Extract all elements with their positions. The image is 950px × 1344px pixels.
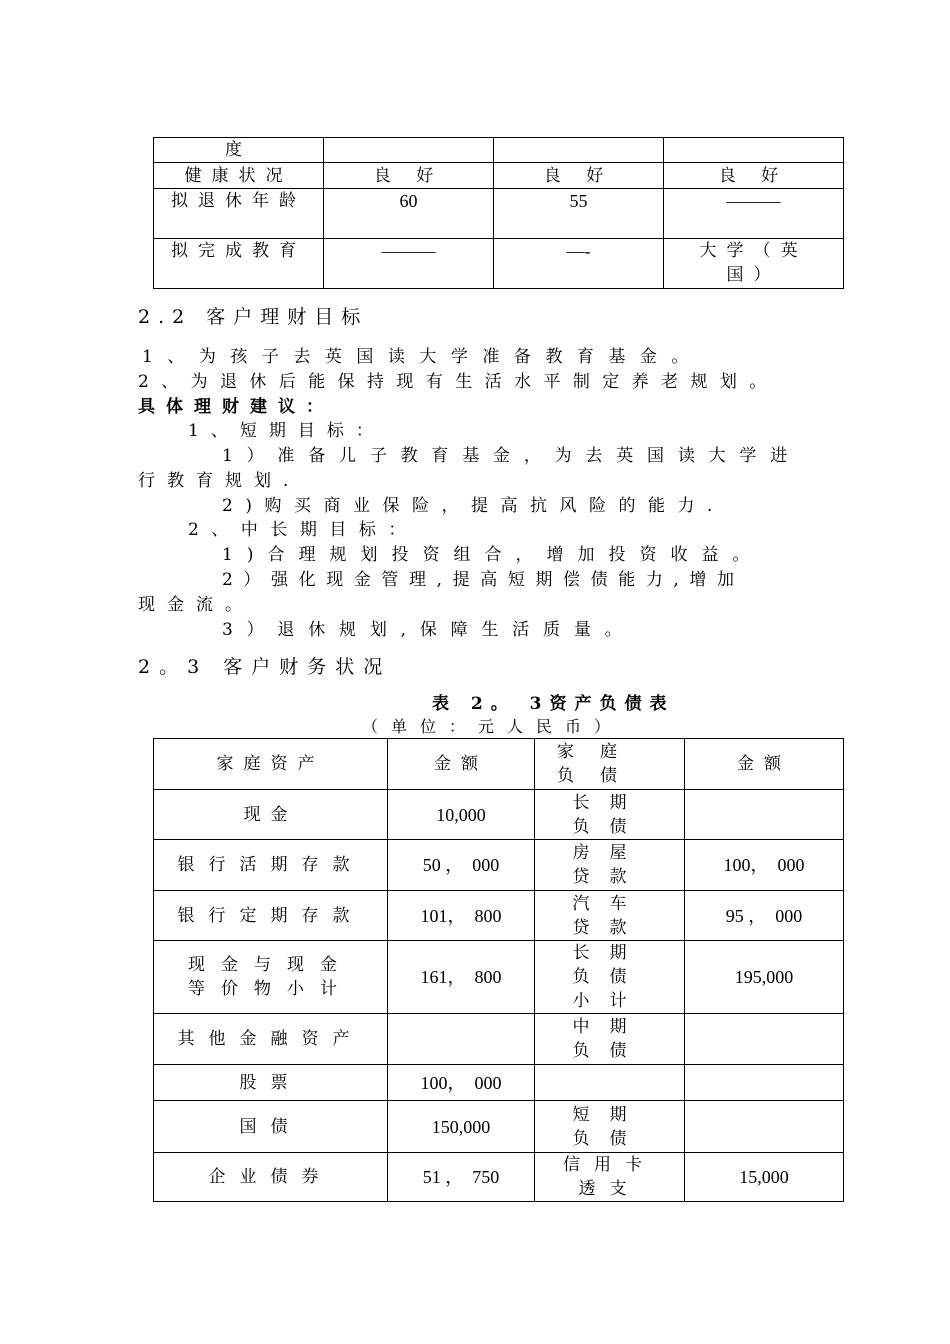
asset-name: 企业债券 bbox=[154, 1153, 388, 1202]
table-row bbox=[154, 239, 844, 289]
column-header: 金额 bbox=[388, 739, 535, 790]
table-row bbox=[154, 790, 844, 840]
mid-term-item-1: 1)合理规划投资组合，增加投资收益。 bbox=[222, 545, 764, 565]
liability-name: 长期负债 bbox=[535, 790, 685, 840]
asset-amount: 51 ， 750 bbox=[388, 1153, 535, 1202]
liability-name: 汽车贷款 bbox=[535, 891, 685, 941]
asset-amount: 100， 000 bbox=[388, 1065, 535, 1101]
goal-1: 1、为孩子去英国读大学准备教育基金。 bbox=[142, 347, 703, 367]
table-row bbox=[154, 1065, 844, 1101]
liability-amount bbox=[685, 790, 844, 840]
table-cell: —- bbox=[494, 239, 664, 289]
asset-name: 其他金融资产 bbox=[154, 1014, 388, 1065]
table-cell: 拟完成教育 bbox=[154, 239, 324, 289]
liability-name bbox=[535, 1065, 685, 1101]
liability-name: 长期负债小计 bbox=[535, 941, 685, 1014]
asset-name: 股票 bbox=[154, 1065, 388, 1101]
table-unit: （单位：元人民币） bbox=[362, 717, 624, 736]
asset-amount: 161， 800 bbox=[388, 941, 535, 1014]
table-cell: 大学（英国） bbox=[664, 239, 844, 289]
mid-term-item-2-cont: 现金流。 bbox=[138, 595, 254, 615]
asset-amount: 101， 800 bbox=[388, 891, 535, 941]
table-cell: 55 bbox=[494, 189, 664, 239]
table-row bbox=[154, 1014, 844, 1065]
table-row bbox=[154, 1101, 844, 1153]
asset-name: 国债 bbox=[154, 1101, 388, 1153]
asset-name: 银行活期存款 bbox=[154, 840, 388, 891]
liability-name: 短期负债 bbox=[535, 1101, 685, 1153]
table-cell: 健康状况 bbox=[154, 163, 324, 189]
asset-amount: 50 ， 000 bbox=[388, 840, 535, 891]
goal-2: 2、为退休后能保持现有生活水平制定养老规划。 bbox=[138, 372, 779, 392]
table-cell: 良 好 bbox=[664, 163, 844, 189]
mid-term-item-2: 2）强化现金管理,提高短期偿债能力,增加 bbox=[222, 570, 745, 590]
table-cell: 拟退休年龄 bbox=[154, 189, 324, 239]
table-cell: ——— bbox=[664, 189, 844, 239]
short-term-item-1-cont: 行教育规划. bbox=[138, 471, 301, 491]
advice-title: 具体理财建议： bbox=[138, 397, 334, 417]
asset-amount: 150,000 bbox=[388, 1101, 535, 1153]
liability-name: 信用卡透支 bbox=[535, 1153, 685, 1202]
liability-amount: 195,000 bbox=[685, 941, 844, 1014]
table-row bbox=[154, 163, 844, 189]
asset-name: 现金与现金等价物小计 bbox=[154, 941, 388, 1014]
mid-term-item-3: 3）退休规划,保障生活质量。 bbox=[222, 620, 636, 640]
liability-amount bbox=[685, 1101, 844, 1153]
section-heading-2-2: 2.2 客户理财目标 bbox=[138, 306, 369, 328]
table-cell: 60 bbox=[324, 189, 494, 239]
table-cell: ——— bbox=[324, 239, 494, 289]
column-header: 家庭资产 bbox=[154, 739, 388, 790]
liability-name: 房屋贷款 bbox=[535, 840, 685, 891]
table-row bbox=[154, 891, 844, 941]
table-row bbox=[154, 138, 844, 163]
table-row bbox=[154, 1153, 844, 1202]
table-row bbox=[154, 840, 844, 891]
short-term-item-1: 1）准备儿子教育基金，为去英国读大学进 bbox=[222, 446, 802, 466]
liability-amount bbox=[685, 1014, 844, 1065]
liability-name: 中期负债 bbox=[535, 1014, 685, 1065]
table-cell bbox=[324, 138, 494, 163]
short-term-item-2: 2)购买商业保险，提高抗风险的能力. bbox=[222, 496, 725, 516]
liability-amount: 95 ， 000 bbox=[685, 891, 844, 941]
liability-amount bbox=[685, 1065, 844, 1101]
column-header: 金额 bbox=[685, 739, 844, 790]
table-cell: 良 好 bbox=[324, 163, 494, 189]
column-header: 家庭负债 bbox=[535, 739, 685, 790]
table-row bbox=[154, 941, 844, 1014]
liability-amount: 100， 000 bbox=[685, 840, 844, 891]
asset-name: 现金 bbox=[154, 790, 388, 840]
asset-name: 银行定期存款 bbox=[154, 891, 388, 941]
table-title: 表 2。 3资产负债表 bbox=[432, 694, 675, 714]
mid-term-title: 2、中长期目标： bbox=[188, 520, 418, 540]
balance-sheet-table bbox=[153, 738, 844, 1202]
table-row bbox=[154, 189, 844, 239]
client-profile-table bbox=[153, 137, 844, 289]
table-cell: 度 bbox=[154, 138, 324, 163]
asset-amount: 10,000 bbox=[388, 790, 535, 840]
asset-amount bbox=[388, 1014, 535, 1065]
table-cell bbox=[494, 138, 664, 163]
liability-amount: 15,000 bbox=[685, 1153, 844, 1202]
section-heading-2-3: 2。3 客户财务状况 bbox=[138, 656, 392, 678]
table-header-row bbox=[154, 739, 844, 790]
table-cell bbox=[664, 138, 844, 163]
table-cell: 良 好 bbox=[494, 163, 664, 189]
short-term-title: 1、短期目标： bbox=[188, 421, 385, 441]
